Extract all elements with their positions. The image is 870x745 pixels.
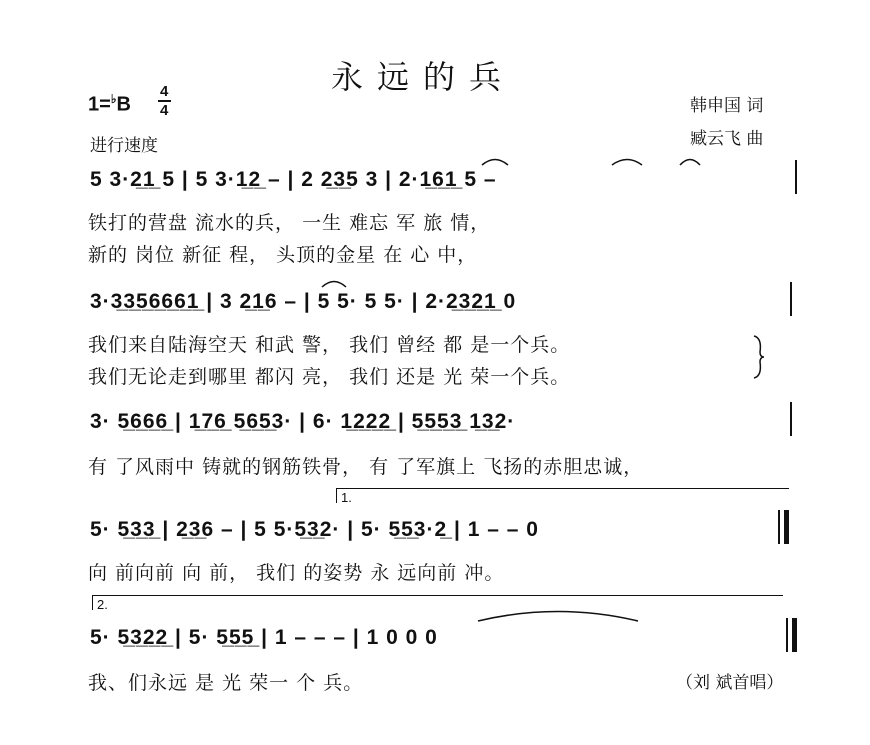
key-signature: [88, 92, 131, 117]
performer-credit: （刘 斌首唱）: [676, 673, 784, 693]
repeat-barline-thin: [778, 510, 780, 544]
notation-row-1: 5 3·2̲1̲ 5 | 5 3·1̲2̲ – | 2 2̲3̲5 3 | 2·1̲6̲1̲ 5 –: [90, 168, 497, 191]
flat-symbol: ♭: [110, 92, 117, 106]
second-ending-label: 2.: [97, 597, 108, 612]
notation-row-5: 5· 5̲3̲2̲2̲ | 5· 5̲5̲5̲ | 1 – – – | 1 0 0 0: [90, 626, 438, 649]
second-ending-bracket: [92, 595, 783, 610]
tempo-marking: 进行速度: [90, 136, 158, 156]
time-signature-top: 4: [160, 83, 169, 100]
song-title: 永远的兵: [331, 58, 516, 96]
barline: [790, 402, 792, 436]
slur-mark: [480, 154, 510, 166]
lyric-line-5: 我、们永远 是 光 荣一 个 兵。: [88, 672, 364, 694]
notation-row-3: 3· 5̲6̲6̲6̲ | 1̲7̲6̲ 5̲6̲5̲3· | 6· 1̲2̲2̲2̲ | 5̲5̲5̲3̲ 1̲3̲2·: [90, 410, 516, 433]
slur-mark: [678, 154, 702, 166]
lyric-line-1b: 新的 岗位 新征 程， 头顶的金星 在 心 中，: [88, 244, 478, 266]
tie-mark: [476, 606, 640, 622]
final-barline-thin: [786, 618, 788, 652]
key-note: B: [116, 93, 131, 116]
barline: [795, 160, 797, 194]
slur-mark: [320, 276, 348, 288]
first-ending-bracket: [336, 488, 789, 503]
composer-credit: 臧云飞 曲: [690, 129, 764, 149]
first-ending-label: 1.: [341, 490, 352, 505]
slur-mark: [610, 154, 644, 166]
lyric-line-3: 有 了风雨中 铸就的钢筋铁骨， 有 了军旗上 飞扬的赤胆忠诚，: [88, 456, 644, 478]
lyricist-credit: 韩申国 词: [690, 96, 764, 116]
final-barline-thick: [792, 618, 797, 652]
barline: [790, 282, 792, 316]
lyric-line-4: 向 前向前 向 前， 我们 的姿势 永 远向前 冲。: [88, 562, 505, 584]
brace-mark: [752, 334, 766, 380]
key-prefix: 1=: [88, 93, 111, 116]
lyric-line-2b: 我们无论走到哪里 都闪 亮， 我们 还是 光 荣一个兵。: [88, 366, 571, 388]
notation-row-4: 5· 5̲3̲3̲ | 2̲3̲6 – | 5 5·5̲3̲2· | 5· 5̲5̲3·2̲ | 1 – – 0: [90, 518, 539, 541]
lyric-line-1a: 铁打的营盘 流水的兵， 一生 难忘 军 旅 情，: [88, 212, 491, 234]
repeat-barline-thick: [784, 510, 789, 544]
notation-row-2: 3·3̲3̲5̲6̲6̲6̲1̲ | 3 2̲1̲6 – | 5 5· 5 5· | 2·2̲3̲2̲1̲ 0: [90, 290, 517, 313]
time-signature-bottom: 4: [160, 102, 169, 119]
lyric-line-2a: 我们来自陆海空天 和武 警， 我们 曾经 都 是一个兵。: [88, 334, 571, 356]
